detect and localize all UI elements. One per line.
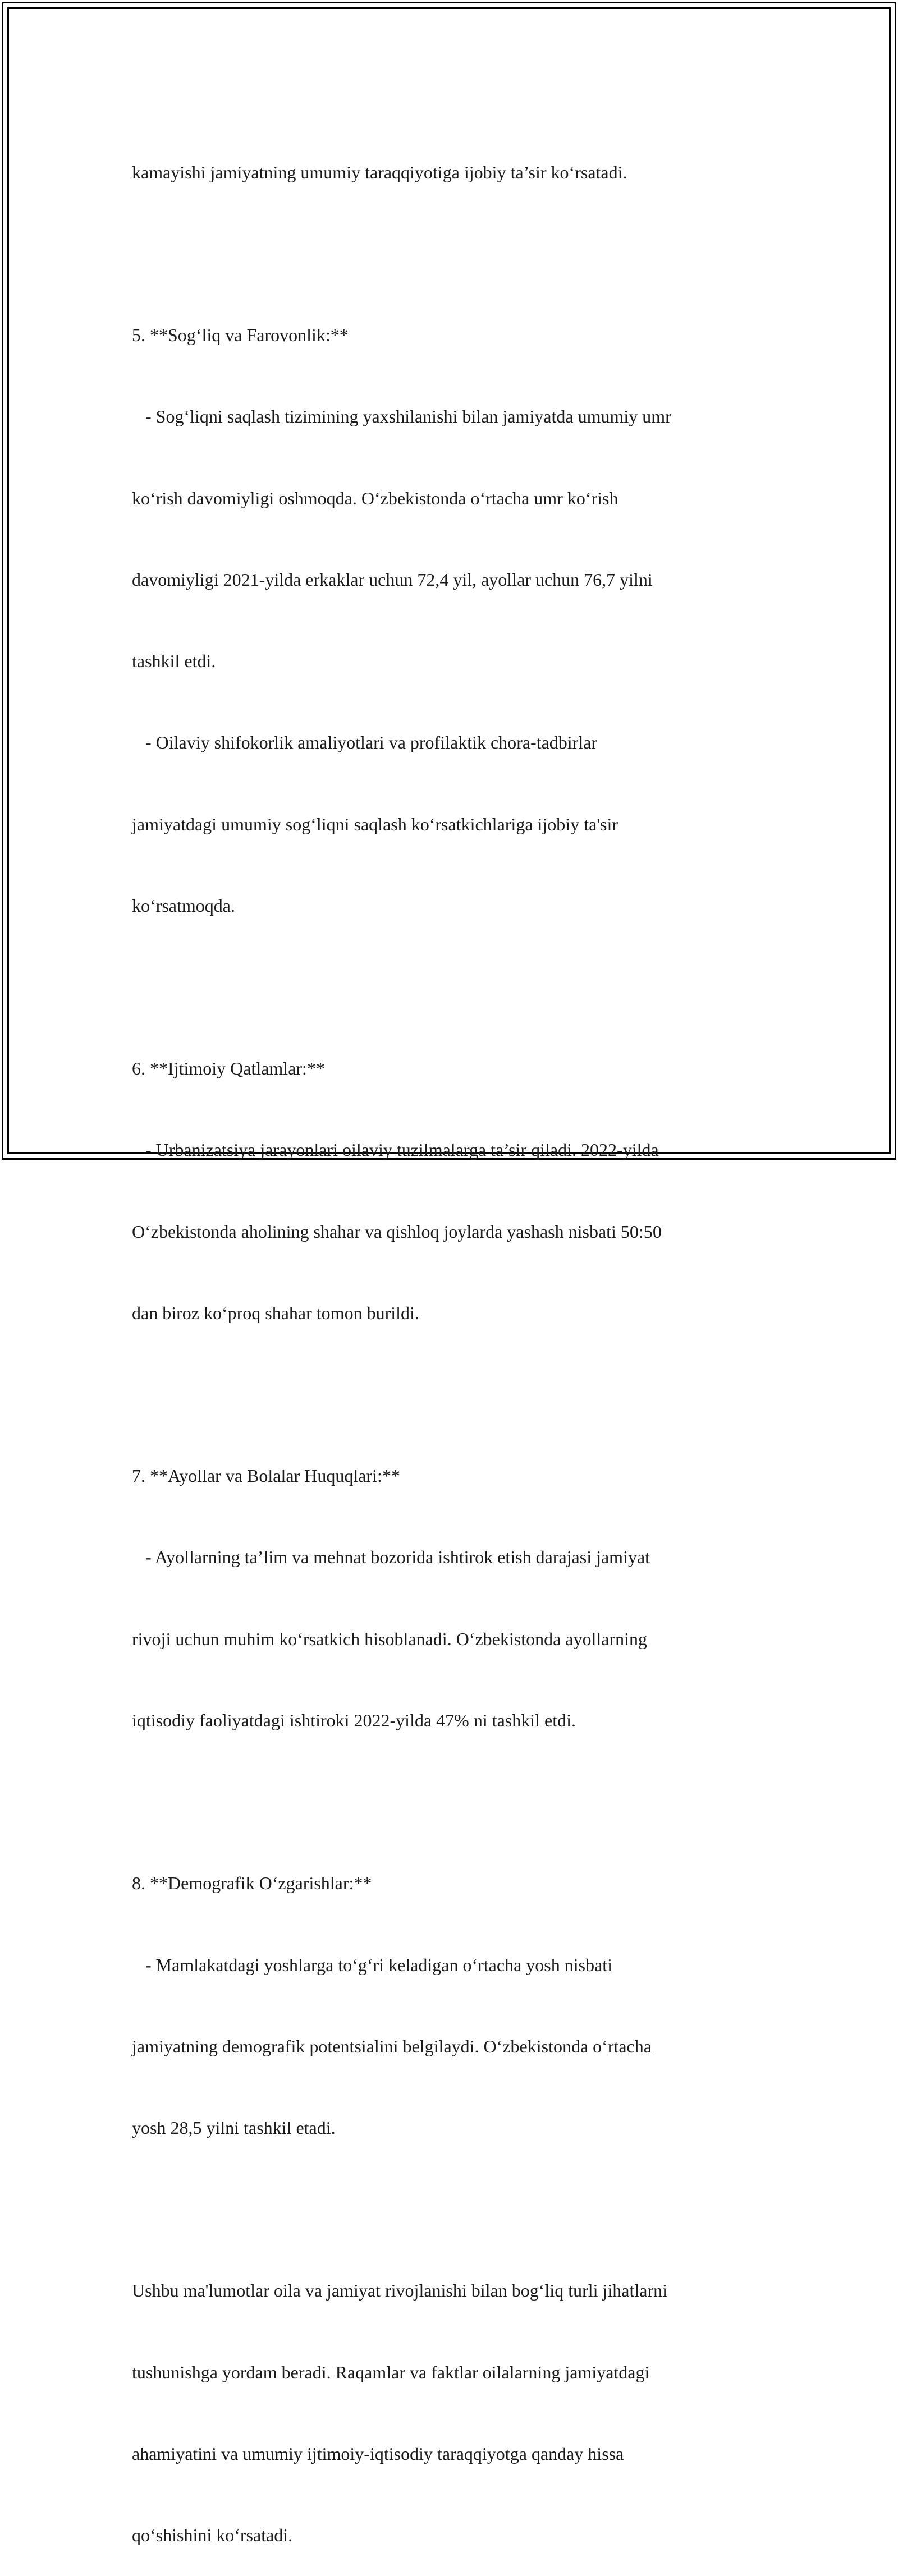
blank-line [132,974,772,1000]
conclusion-line: Ushbu ma'lumotlar oila va jamiyat rivojlanishi bilan bogʻliq turli jihatlarni [132,2280,668,2301]
text-line: yosh 28,5 yilni tashkil etadi. [132,2118,336,2138]
section-heading-5: 5. **Sogʻliq va Farovonlik:** [132,325,349,346]
blank-line [132,2196,772,2223]
text-line: iqtisodiy faoliyatdagi ishtiroki 2022-yilda 47% ni tashkil etdi. [132,1710,576,1730]
text-line: jamiyatdagi umumiy sogʻliqni saqlash koʻrsatkichlariga ijobiy ta'sir [132,814,618,834]
document-body [132,104,772,2576]
text-line: davomiyligi 2021-yilda erkaklar uchun 72,4 yil, ayollar uchun 76,7 yilni [132,569,653,590]
text-line: jamiyatning demografik potentsialini belgilaydi. Oʻzbekistonda oʻrtacha [132,2036,652,2056]
text-line: rivoji uchun muhim koʻrsatkich hisoblanadi. Oʻzbekistonda ayollarning [132,1628,648,1649]
text-line: dan biroz koʻproq shahar tomon burildi. [132,1302,419,1323]
blank-line [132,240,772,267]
text-line: koʻrsatmoqda. [132,895,235,916]
conclusion-line: ahamiyatini va umumiy ijtimoiy-iqtisodiy taraqqiyotga qanday hissa [132,2443,624,2464]
section-heading-7: 7. **Ayollar va Bolalar Huquqlari:** [132,1466,400,1486]
blank-line [132,1788,772,1815]
conclusion-line: tushunishga yordam beradi. Raqamlar va faktlar oilalarning jamiyatdagi [132,2362,650,2382]
section-heading-8: 8. **Demografik Oʻzgarishlar:** [132,1873,372,1894]
text-line: - Oilaviy shifokorlik amaliyotlari va profilaktik chora-tadbirlar [132,732,598,753]
text-line: - Ayollarning ta’lim va mehnat bozorida ishtirok etish darajasi jamiyat [132,1547,650,1568]
conclusion-line: qoʻshishini koʻrsatadi. [132,2525,293,2546]
text-line: - Mamlakatdagi yoshlarga toʻgʻri keladigan oʻrtacha yosh nisbati [132,1954,613,1975]
text-line: Oʻzbekistonda aholining shahar va qishloq joylarda yashash nisbati 50:50 [132,1221,662,1242]
text-line: tashkil etdi. [132,651,216,672]
text-line: - Sogʻliqni saqlash tizimining yaxshilanishi bilan jamiyatda umumiy umr [132,406,671,427]
text-line: koʻrish davomiyligi oshmoqda. Oʻzbekistonda oʻrtacha umr koʻrish [132,488,618,508]
text-line: - Urbanizatsiya jarayonlari oilaviy tuzilmalarga ta’sir qiladi. 2022-yilda [132,1140,659,1160]
blank-line [132,1381,772,1408]
text-line: kamayishi jamiyatning umumiy taraqqiyotiga ijobiy ta’sir koʻrsatadi. [132,162,627,182]
section-heading-6: 6. **Ijtimoiy Qatlamlar:** [132,1058,325,1079]
